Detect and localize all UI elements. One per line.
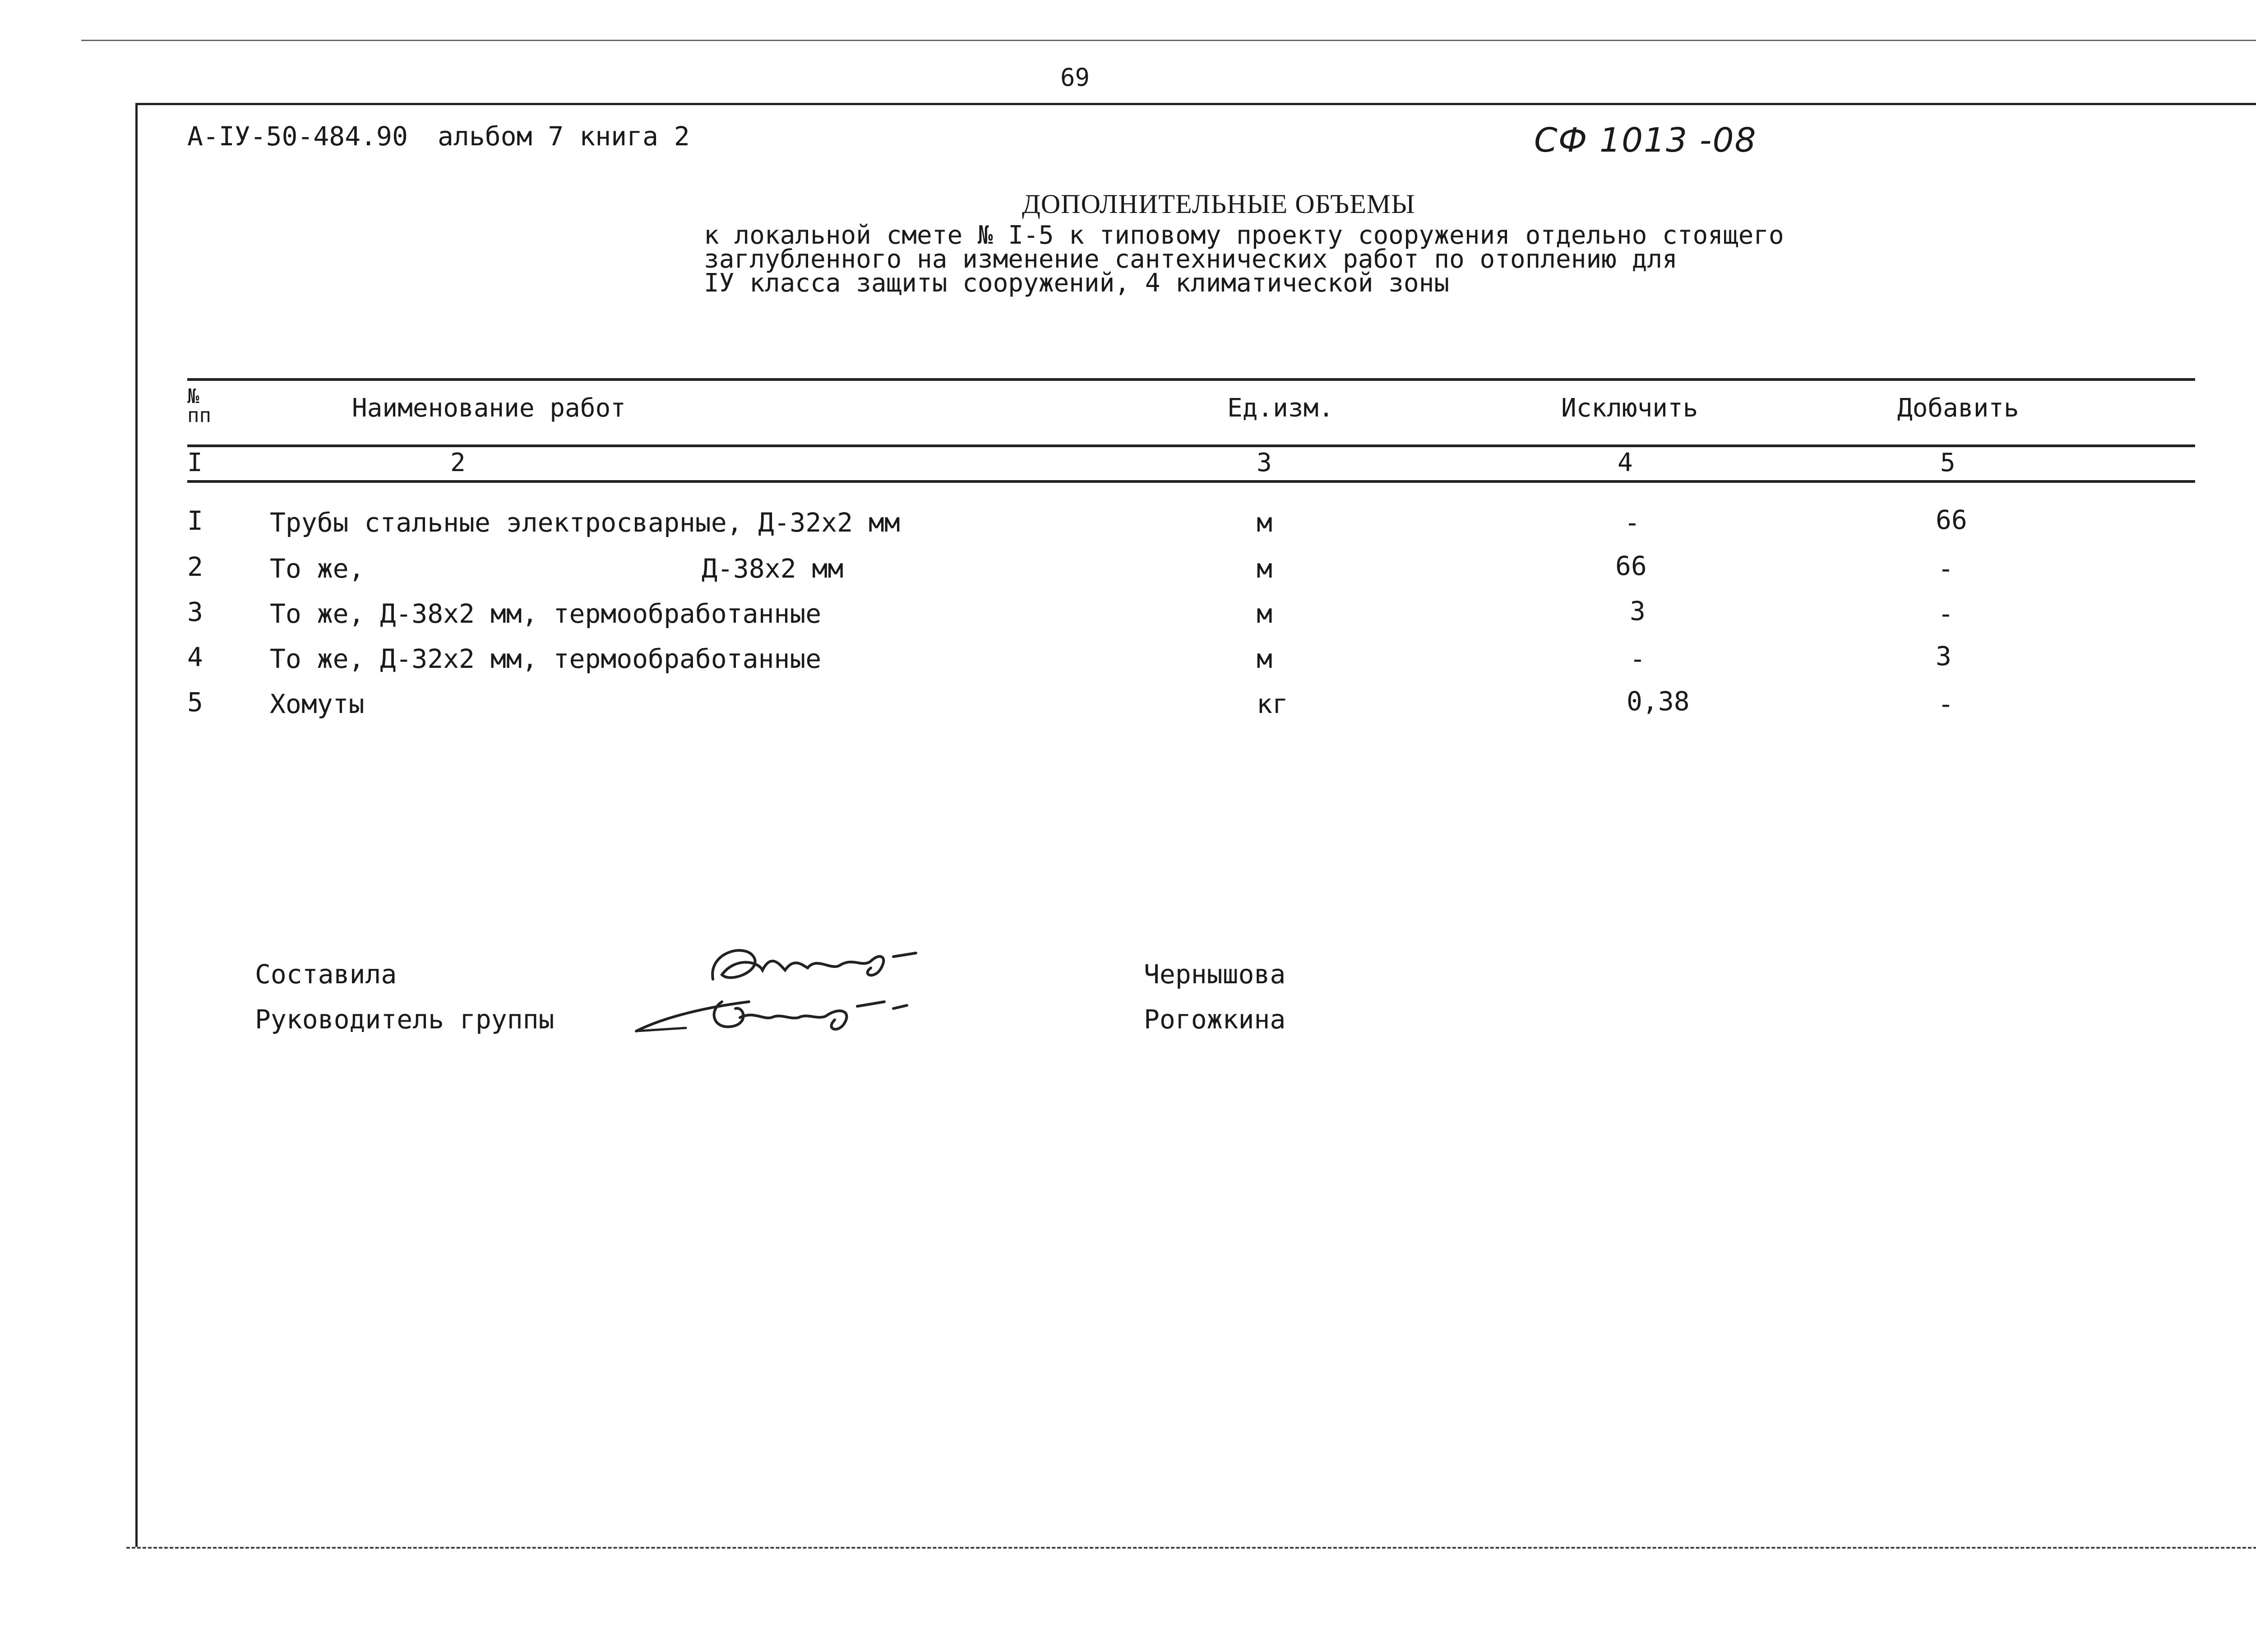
signature-name-compiler: Чернышова (1144, 959, 1286, 990)
row-add: - (1938, 598, 1954, 629)
frame-left (135, 103, 138, 1547)
table-rule-colnums-bottom (187, 480, 2195, 483)
colnum-1: I (187, 448, 203, 477)
table-rule-header-bottom (187, 444, 2195, 447)
handwritten-signature-group-lead (632, 975, 948, 1042)
row-exclude: 0,38 (1627, 686, 1690, 717)
signature-name-group-lead: Рогожкина (1144, 1004, 1286, 1035)
colnum-5: 5 (1940, 448, 1956, 477)
page-number: 69 (1060, 63, 1090, 92)
stamp-code: СФ 1013 -08 (1534, 121, 1757, 160)
row-unit: м (1257, 598, 1272, 629)
row-name: То же, (270, 553, 365, 584)
row-exclude: - (1624, 507, 1640, 538)
row-num: I (187, 505, 203, 536)
colnum-4: 4 (1618, 448, 1633, 477)
frame-top (135, 103, 2256, 105)
row-exclude: - (1630, 643, 1646, 674)
row-add: - (1938, 689, 1954, 719)
album-info: альбом 7 книга 2 (438, 121, 690, 152)
row-unit: кг (1257, 689, 1288, 719)
row-name: Трубы стальные электросварные, Д-32х2 мм (270, 507, 900, 538)
subtitle-line-2: заглубленного на изменение сантехнических работ по отоплению для (704, 245, 1678, 274)
header-add: Добавить (1897, 393, 2019, 423)
header-exclude: Исключить (1561, 393, 1698, 423)
row-name-dimension: Д-38х2 мм (702, 553, 844, 584)
row-num: 5 (187, 687, 203, 717)
row-add: 3 (1936, 641, 1951, 671)
colnum-3: 3 (1257, 448, 1272, 477)
row-unit: м (1257, 507, 1272, 538)
row-add: - (1938, 553, 1954, 584)
scan-edge-top (81, 40, 2256, 41)
signature-role-compiler: Составила (255, 959, 397, 990)
row-num: 4 (187, 642, 203, 672)
document-title: ДОПОЛНИТЕЛЬНЫЕ ОБЪЕМЫ (1022, 189, 1415, 219)
subtitle-line-3: IУ класса защиты сооружений, 4 климатической зоны (704, 268, 1450, 298)
row-exclude: 3 (1630, 596, 1646, 626)
header-num: № пп (187, 385, 211, 427)
row-unit: м (1257, 643, 1272, 674)
table-rule-top (187, 378, 2195, 381)
subtitle-line-1: к локальной смете № I-5 к типовому проекту сооружения отдельно стоящего (704, 221, 1784, 250)
frame-bottom (126, 1547, 2256, 1549)
row-num: 3 (187, 597, 203, 627)
doc-code: А-IУ-50-484.90 (187, 121, 408, 152)
colnum-2: 2 (450, 448, 466, 477)
row-unit: м (1257, 553, 1272, 584)
row-name: То же, Д-32х2 мм, термообработанные (270, 643, 822, 674)
header-unit: Ед.изм. (1227, 393, 1334, 423)
row-name: Хомуты (270, 689, 365, 719)
row-add: 66 (1936, 504, 1967, 535)
signature-role-group-lead: Руководитель группы (255, 1004, 555, 1035)
row-exclude: 66 (1615, 551, 1647, 581)
row-name: То же, Д-38х2 мм, термообработанные (270, 598, 822, 629)
row-num: 2 (187, 551, 203, 582)
header-name: Наименование работ (352, 393, 626, 423)
